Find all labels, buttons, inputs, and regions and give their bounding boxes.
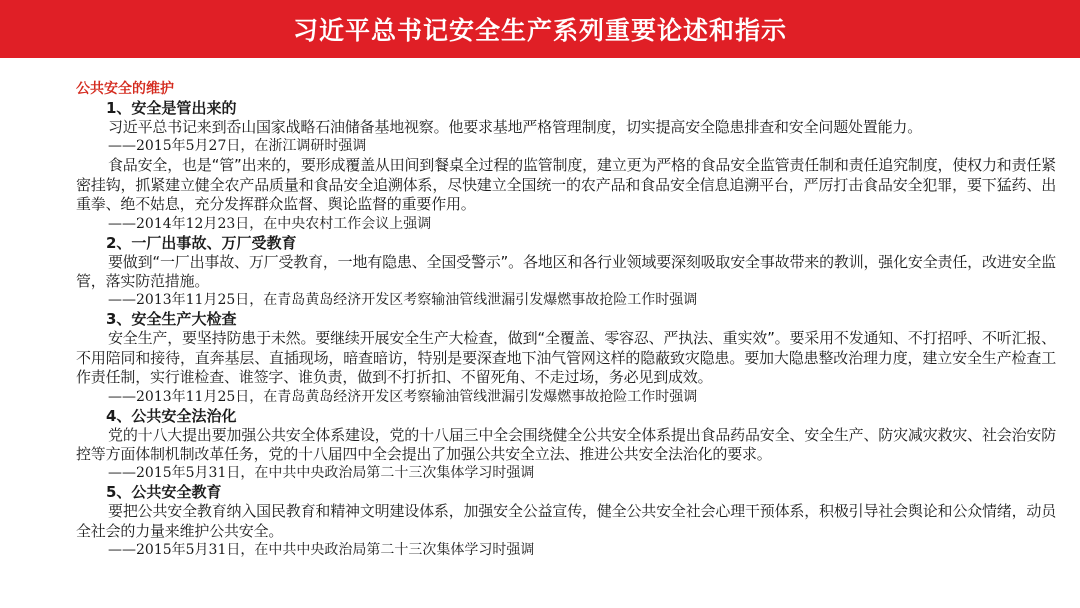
item-paragraph: 要做到“一厂出事故、万厂受教育，一地有隐患、全国受警示”。各地区和各行业领域要深刻吸取安全事故带来的教训，强化安全责任，改进安全监管，落实防范措施。	[76, 252, 1056, 291]
item-source: ——2014年12月23日，在中央农村工作会议上强调	[108, 215, 432, 232]
item-heading: 4、公共安全法治化	[106, 406, 237, 425]
item-paragraph: 党的十八大提出要加强公共安全体系建设，党的十八届三中全会围绕健全公共安全体系提出食品药品安全、安全生产、防灾减灾救灾、社会治安防控等方面体制机制改革任务，党的十八届四中全会提出了加强公共安全立法、推进公共安全法治化的要求。	[76, 425, 1056, 464]
item-heading: 3、安全生产大检查	[106, 310, 237, 329]
item-paragraph: 要把公共安全教育纳入国民教育和精神文明建设体系，加强安全公益宣传，健全公共安全社会心理干预体系，积极引导社会舆论和公众情绪，动员全社会的力量来维护公共安全。	[76, 502, 1056, 540]
item-source: ——2015年5月27日，在浙江调研时强调	[108, 138, 367, 155]
item-paragraph: 习近平总书记来到岙山国家战略石油储备基地视察。他要求基地严格管理制度，切实提高安全隐患排查和安全问题处置能力。	[108, 118, 923, 136]
header-bar	[0, 0, 1080, 58]
item-3	[76, 310, 1056, 406]
item-heading: 5、公共安全教育	[106, 483, 222, 502]
section-title: 公共安全的维护	[76, 81, 174, 97]
item-4	[76, 407, 1056, 484]
item-source: ——2013年11月25日，在青岛黄岛经济开发区考察输油管线泄漏引发爆燃事故抢险工作时强调	[108, 388, 698, 405]
item-heading: 1、安全是管出来的	[106, 99, 237, 117]
item-2	[76, 234, 1056, 311]
item-paragraph: 安全生产，要坚持防患于未然。要继续开展安全生产大检查，做到“全覆盖、零容忍、严执法、重实效”。要采用不发通知、不打招呼、不听汇报、不用陪同和接待，直奔基层、直插现场，暗查暗访，特别是要深查地下油气管网这样的隐蔽致灾隐患。要加大隐患整改治理力度，建立安全生产检查工作责任制，实行谁检查、谁签字、谁负责，做到不打折扣、不留死角、不走过场，务必见到成效。	[76, 329, 1056, 387]
document-body	[76, 80, 1056, 560]
item-source: ——2015年5月31日，在中共中央政治局第二十三次集体学习时强调	[108, 542, 535, 559]
item-5	[76, 483, 1056, 560]
item-heading: 2、一厂出事故、万厂受教育	[106, 233, 297, 252]
item-paragraph: 食品安全，也是“管”出来的，要形成覆盖从田间到餐桌全过程的监管制度，建立更为严格的食品安全监管责任制和责任追究制度，使权力和责任紧密挂钩，抓紧建立健全农产品质量和食品安全追溯体系，尽快建立全国统一的农产品和食品安全信息追溯平台，严厉打击食品安全犯罪，要下猛药、出重拳、绝不姑息，充分发挥群众监督、舆论监督的重要作用。	[76, 156, 1056, 214]
item-source: ——2013年11月25日，在青岛黄岛经济开发区考察输油管线泄漏引发爆燃事故抢险工作时强调	[108, 292, 698, 309]
item-source: ——2015年5月31日，在中共中央政治局第二十三次集体学习时强调	[108, 465, 535, 482]
item-1	[76, 99, 1056, 234]
page-title: 习近平总书记安全生产系列重要论述和指示	[292, 16, 787, 45]
